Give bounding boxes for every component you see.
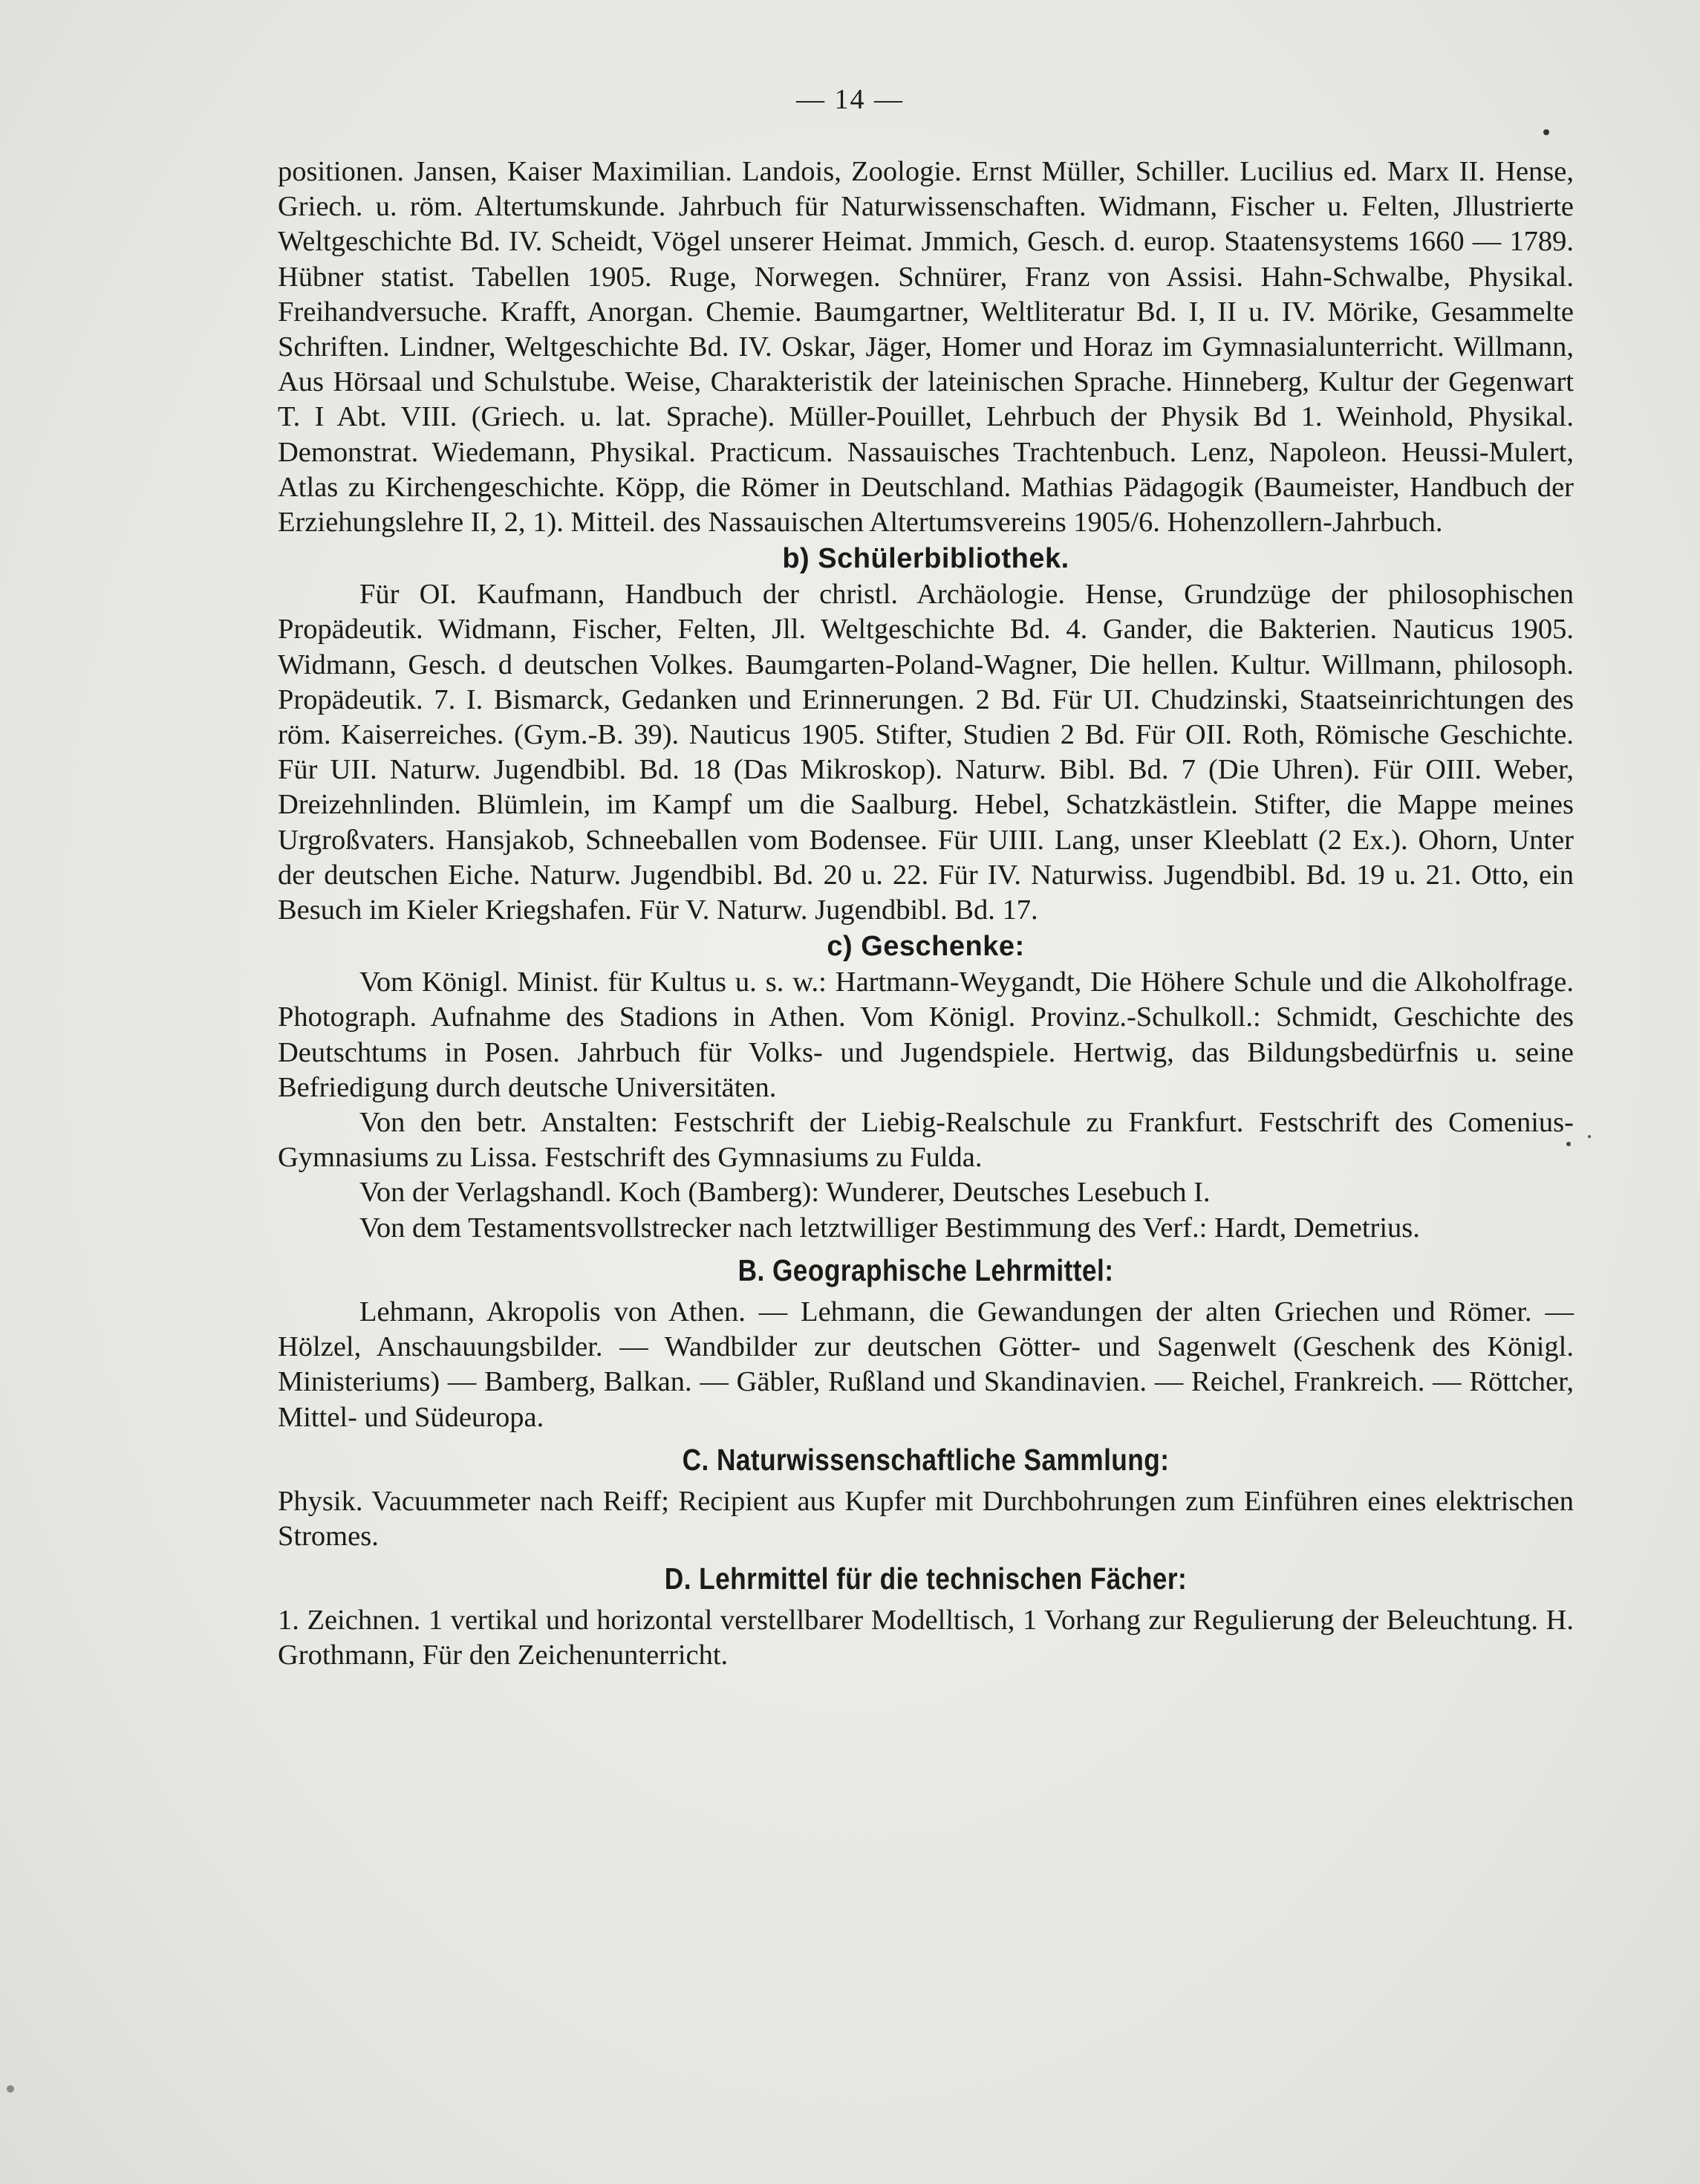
heading-schuelerbibliothek: b) Schülerbibliothek.	[782, 543, 1069, 575]
speck-dot	[7, 2085, 14, 2093]
heading-technische-faecher: D. Lehrmittel für die technischen Fächer:	[664, 1561, 1188, 1596]
schuelerbibliothek-paragraph: Für OI. Kaufmann, Handbuch der christl. Archäologie. Hense, Grundzüge der philosophischen Propädeutik. Widmann, Fischer, Felten, Jll. Weltgeschichte Bd. 4. Gander, die Bakterien. Nauticus 1905. Widmann, Gesch. d deutschen Volkes. Baumgarten-Poland-Wagner, Die hellen. Kultur. Willmann, philosoph. Propädeutik. 7. I. Bismarck, Gedanken und Erinnerungen. 2 Bd. Für UI. Chudzinski, Staatseinrichtungen des röm. Kaiserreiches. (Gym.-B. 39). Nauticus 1905. Stifter, Studien 2 Bd. Für OII. Roth, Römische Geschichte. Für UII. Naturw. Jugendbibl. Bd. 18 (Das Mikroskop). Naturw. Bibl. Bd. 7 (Die Uhren). Für OIII. Weber, Dreizehnlinden. Blümlein, im Kampf um die Saalburg. Hebel, Schatzkästlein. Stifter, die Mappe meines Urgroßvaters. Hansjakob, Schneeballen vom Bodensee. Für UIII. Lang, unser Kleeblatt (2 Ex.). Ohorn, Unter der deutschen Eiche. Naturw. Jugendbibl. Bd. 20 u. 22. Für IV. Naturwiss. Jugendbibl. Bd. 19 u. 21. Otto, ein Besuch im Kieler Kriegshafen. Für V. Naturw. Jugendbibl. Bd. 17.	[278, 579, 1574, 926]
technische-faecher-paragraph: 1. Zeichnen. 1 vertikal und horizontal verstellbarer Modelltisch, 1 Vorhang zur Regulierung der Beleuchtung. H. Grothmann, Für den Zeichenunterricht.	[278, 1605, 1574, 1671]
lehrerbibliothek-continuation: positionen. Jansen, Kaiser Maximilian. Landois, Zoologie. Ernst Müller, Schiller. Lucilius ed. Marx II. Hense, Griech. u. röm. Altertumskunde. Jahrbuch für Naturwissenschaften. Widmann, Fischer u. Felten, Jllustrierte Weltgeschichte Bd. IV. Scheidt, Vögel unserer Heimat. Jmmich, Gesch. d. europ. Staatensystems 1660 — 1789. Hübner statist. Tabellen 1905. Ruge, Norwegen. Schnürer, Franz von Assisi. Hahn-Schwalbe, Physikal. Freihandversuche. Krafft, Anorgan. Chemie. Baumgartner, Weltliteratur Bd. I, II u. IV. Mörike, Gesammelte Schriften. Lindner, Weltgeschichte Bd. IV. Oskar, Jäger, Homer und Horaz im Gymnasialunterricht. Willmann, Aus Hörsaal und Schulstube. Weise, Charakteristik der lateinischen Sprache. Hinneberg, Kultur der Gegenwart T. I Abt. VIII. (Griech. u. lat. Sprache). Müller-Pouillet, Lehrbuch der Physik Bd 1. Weinhold, Physikal. Demonstrat. Wiedemann, Physikal. Practicum. Nassauisches Trachtenbuch. Lenz, Napoleon. Heussi-Mulert, Atlas zu Kirchengeschichte. Köpp, die Römer in Deutschland. Mathias Pädagogik (Baumeister, Handbuch der Erziehungslehre II, 2, 1). Mitteil. des Nassauischen Altertumsvereins 1905/6. Hohenzollern-Jahrbuch.	[278, 156, 1574, 539]
geschenke-paragraph-verlagshandlung: Von der Verlagshandl. Koch (Bamberg): Wunderer, Deutsches Lesebuch I.	[359, 1177, 1211, 1209]
heading-naturwissenschaftliche-sammlung: C. Naturwissenschaftliche Sammlung:	[682, 1442, 1170, 1477]
page-body	[278, 155, 1574, 1674]
geschenke-paragraph-testament: Von dem Testamentsvollstrecker nach letztwilliger Bestimmung des Verf.: Hardt, Demetrius.	[359, 1212, 1420, 1244]
geschenke-paragraph-anstalten: Von den betr. Anstalten: Festschrift der Liebig-Realschule zu Frankfurt. Festschrift des Comenius-Gymnasiums zu Lissa. Festschrift des Gymnasiums zu Fulda.	[278, 1107, 1574, 1174]
speck-dot	[1588, 1135, 1591, 1138]
page-number: — 14 —	[796, 84, 904, 115]
geschenke-paragraph-ministerium: Vom Königl. Minist. für Kultus u. s. w.: Hartmann-Weygandt, Die Höhere Schule und die Alkoholfrage. Photograph. Aufnahme des Stadions in Athen. Vom Königl. Provinz.-Schulkoll.: Schmidt, Geschichte des Deutschtums in Posen. Jahrbuch für Volks- und Jugendspiele. Hertwig, das Bildungsbedürfnis u. seine Befriedigung durch deutsche Universitäten.	[278, 966, 1574, 1103]
speck-dot	[1543, 129, 1549, 135]
naturwissenschaftliche-sammlung-paragraph: Physik. Vacuummeter nach Reiff; Recipient aus Kupfer mit Durchbohrungen zum Einführen eines elektrischen Stromes.	[278, 1485, 1574, 1552]
heading-geographische-lehrmittel: B. Geographische Lehrmittel:	[737, 1252, 1114, 1287]
heading-geschenke: c) Geschenke:	[827, 931, 1025, 963]
geographische-lehrmittel-paragraph: Lehmann, Akropolis von Athen. — Lehmann, die Gewandungen der alten Griechen und Römer. — Hölzel, Anschauungsbilder. — Wandbilder zur deutschen Götter- und Sagenwelt (Geschenk des Königl. Ministeriums) — Bamberg, Balkan. — Gäbler, Rußland und Skandinavien. — Reichel, Frankreich. — Röttcher, Mittel- und Südeuropa.	[278, 1296, 1574, 1433]
